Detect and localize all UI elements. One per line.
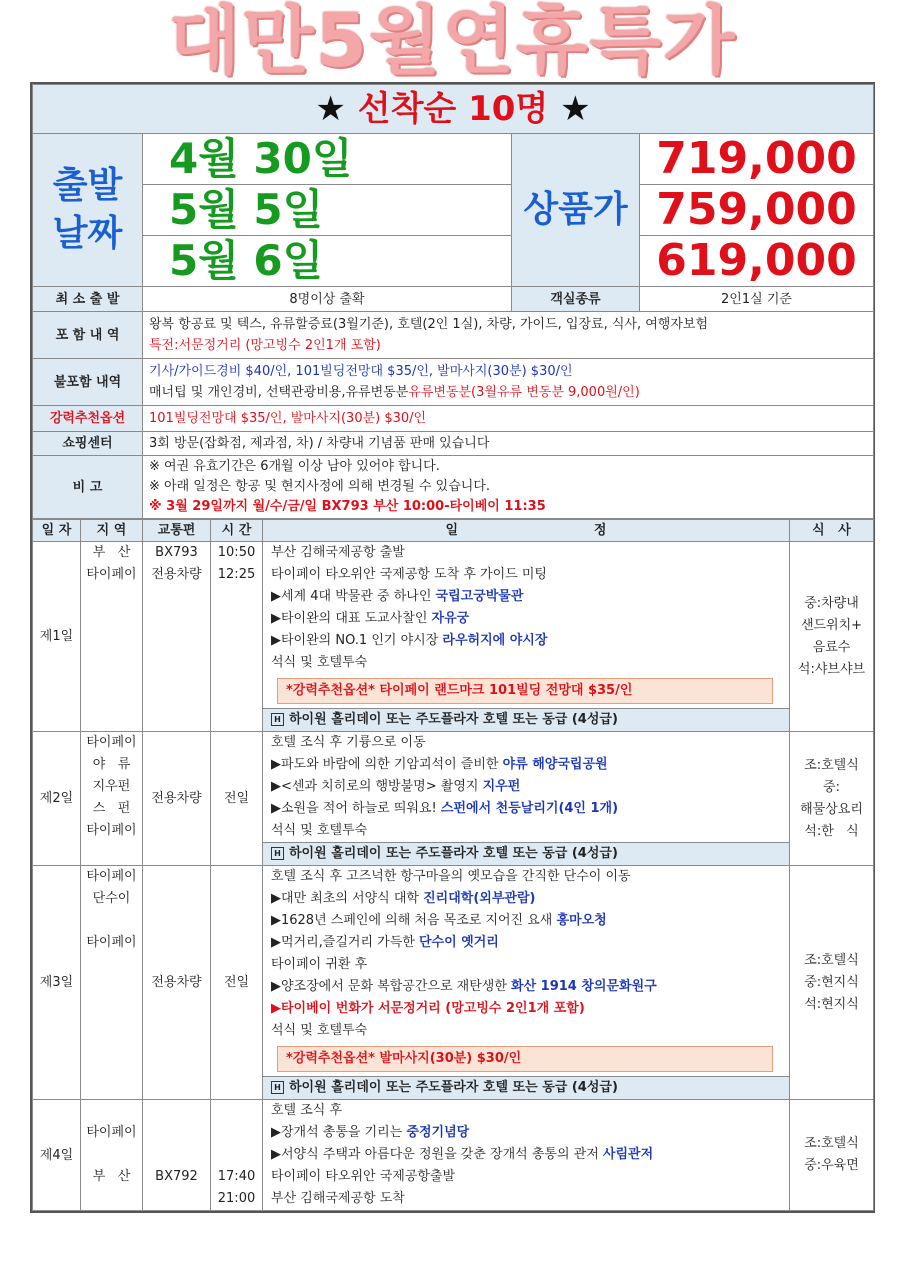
col-day: 일 자 — [33, 520, 81, 542]
day-3-option-box: *강력추천옵션* 발마사지(30분) $30/인 — [277, 1046, 773, 1072]
day-1-line-3 — [271, 586, 785, 608]
day-4-region — [81, 1100, 143, 1211]
day-4-time-2: 21:00 — [217, 1191, 256, 1206]
col-transport: 교통편 — [143, 520, 211, 542]
exclude-value — [143, 359, 874, 406]
include-line-1: 왕복 항공료 및 텍스, 유류할증료(3월기준), 호텔(2인 1실), 차량, 가이드, 입장료, 식사, 여행자보험 — [149, 317, 709, 332]
day-4-meal — [790, 1100, 874, 1211]
day-3-line-4a: ▶먹거리,즐길거리 가득한 — [271, 935, 419, 950]
day-1-meal-3: 음료수 — [812, 639, 851, 655]
departure-label-line2: 날짜 — [52, 213, 123, 254]
min-departure-label: 최 소 출 발 — [33, 287, 143, 312]
day-4-line-3a: ▶서양식 주택과 아름다운 정원을 갖춘 장개석 총통의 관저 — [271, 1147, 603, 1162]
day-4-itinerary — [263, 1100, 790, 1211]
day-1-itinerary — [263, 542, 790, 732]
day-3-region-2: 단수이 — [92, 891, 131, 906]
day-3-meal-3: 석:현지식 — [804, 996, 859, 1012]
day-3-line-1: 호텔 조식 후 고즈넉한 항구마을의 옛모습을 간직한 단수이 이동 — [271, 869, 631, 884]
departure-date-2: 5월 5일 — [143, 185, 512, 236]
recommend-value: 101빌딩전망대 $35/인, 발마사지(30분) $30/인 — [143, 406, 874, 432]
day-1-meal — [790, 542, 874, 732]
summary-table — [32, 84, 874, 519]
hotel-icon: H — [271, 847, 284, 860]
day-1-option-box: *강력추천옵션* 타이페이 랜드마크 101빌딩 전망대 $35/인 — [277, 678, 773, 704]
day-4-line-3b: 사림관저 — [602, 1147, 654, 1162]
hotel-icon: H — [271, 1081, 284, 1094]
day-2-meal-2: 중: — [823, 779, 840, 795]
day-3-meal — [790, 866, 874, 1100]
day-1-line-6: 석식 및 호텔투숙 — [271, 655, 368, 670]
day-2-line-2a: ▶파도와 바람에 의한 기암괴석이 즐비한 — [271, 757, 503, 772]
day-1-region-2: 타이페이 — [86, 567, 137, 582]
day-3-line-5: 타이페이 귀환 후 — [271, 957, 368, 972]
day-1-time-1: 10:50 — [217, 545, 256, 560]
remarks-label: 비 고 — [33, 456, 143, 519]
day-3-meal-1: 조:호텔식 — [804, 952, 859, 968]
remarks-value — [143, 456, 874, 519]
day-3-line-3 — [271, 910, 785, 932]
day-2-meal — [790, 732, 874, 866]
day-3-line-2 — [271, 888, 785, 910]
day-2-itinerary — [263, 732, 790, 866]
day-4-region-1: 타이페이 — [86, 1125, 137, 1140]
day-4-meal-2: 중:우육면 — [804, 1158, 859, 1173]
include-value — [143, 312, 874, 359]
day-2-label: 제2일 — [33, 732, 81, 866]
day-4-meal-1: 조:호텔식 — [804, 1136, 859, 1151]
day-3-line-6a: ▶양조장에서 문화 복합공간으로 재탄생한 — [271, 979, 512, 994]
day-3-line-8: 석식 및 호텔투숙 — [271, 1023, 368, 1038]
day-1-transport-2: 전용차량 — [151, 567, 202, 582]
day-2-line-3a: ▶<센과 치히로의 행방불명> 촬영지 — [271, 779, 483, 794]
day-1-line-1: 부산 김해국제공항 출발 — [271, 545, 405, 560]
day-4-transport-text: BX792 — [155, 1169, 198, 1184]
day-2-line-3 — [271, 776, 785, 798]
day-3-label: 제3일 — [33, 866, 81, 1100]
remark-2: ※ 아래 일정은 항공 및 현지사정에 의해 변경될 수 있습니다. — [149, 479, 491, 494]
day-3-region-3: 타이페이 — [86, 935, 137, 950]
schedule-table — [32, 519, 874, 1211]
day-1-transport-1: BX793 — [155, 545, 198, 560]
day-3-hotel — [263, 1076, 789, 1099]
exclude-line-2 — [149, 382, 867, 403]
departure-date-3: 5월 6일 — [143, 236, 512, 287]
exclude-line-2a: 매너팁 및 개인경비, 선택관광비용,유류변동분 — [149, 385, 409, 400]
exclude-line-2b: 유류변동분(3월유류 변동분 9,000원/인) — [408, 385, 640, 400]
day-3-line-2a: ▶대만 최초의 서양식 대학 — [271, 891, 424, 906]
exclude-label: 불포함 내역 — [33, 359, 143, 406]
day-4-time-1: 17:40 — [217, 1169, 256, 1184]
day-2-region-3: 지우펀 — [92, 779, 131, 794]
day-4-region-spacer-top — [81, 1111, 142, 1122]
day-4-region-spacer-bottom — [81, 1188, 142, 1199]
day-3-line-3a: ▶1628년 스페인에 의해 처음 목조로 지어진 요새 — [271, 913, 557, 928]
day-4-transport-spacer — [143, 1188, 210, 1210]
day-4-line-2a: ▶장개석 총통을 기리는 — [271, 1125, 407, 1140]
day-4-region-2: 부 산 — [92, 1169, 131, 1184]
day-1-line-4 — [271, 608, 785, 630]
day-3-region-1: 타이페이 — [86, 869, 137, 884]
price-3: 619,000 — [640, 236, 874, 287]
exclude-line-1: 기사/가이드경비 $40/인, 101빌딩전망대 $35/인, 발마사지(30분) $30/인 — [149, 364, 573, 379]
day-2-region-1: 타이페이 — [86, 735, 137, 750]
day-2-line-4b: 스펀에서 천등날리기(4인 1개) — [440, 801, 619, 816]
day-2-meal-1: 조:호텔식 — [804, 757, 859, 773]
day-1-meal-2: 샌드위치+ — [800, 617, 863, 633]
day-2-line-1: 호텔 조식 후 기륭으로 이동 — [271, 735, 426, 750]
day-1-line-5b: 라우허지에 야시장 — [442, 633, 548, 648]
day-1-line-3a: ▶세계 4대 박물관 중 하나인 — [271, 589, 436, 604]
day-2-row — [33, 732, 874, 866]
day-1-line-4a: ▶타이완의 대표 도교사찰인 — [271, 611, 432, 626]
recommend-label: 강력추천옵션 — [33, 406, 143, 432]
product-sheet — [30, 82, 875, 1213]
day-2-hotel-text: 하이원 홀리데이 또는 주도플라자 호텔 또는 동급 (4성급) — [289, 846, 618, 861]
day-4-line-1: 호텔 조식 후 — [271, 1103, 343, 1118]
day-3-line-6b: 화산 1914 창의문화원구 — [511, 979, 657, 994]
shopping-label: 쇼핑센터 — [33, 432, 143, 456]
day-2-line-5: 석식 및 호텔투숙 — [271, 823, 368, 838]
day-4-region-spacer — [81, 1144, 142, 1166]
day-2-line-2b: 야류 해양국립공원 — [502, 757, 608, 772]
day-4-line-4: 타이페이 타오위안 국제공항출발 — [271, 1169, 456, 1184]
day-2-hotel — [263, 842, 789, 865]
col-itinerary: 일 정 — [263, 520, 790, 542]
day-2-transport: 전용차량 — [143, 732, 211, 866]
day-2-line-3b: 지우펀 — [482, 779, 521, 794]
day-3-line-7: ▶타이베이 번화가 서문정거리 (망고빙수 2인1개 포함) — [271, 1001, 585, 1016]
day-1-row — [33, 542, 874, 732]
day-3-line-2b: 진리대학(외부관람) — [423, 891, 536, 906]
day-2-region-5: 타이페이 — [86, 823, 137, 838]
day-3-line-4b: 단수이 옛거리 — [418, 935, 499, 950]
day-4-line-3 — [271, 1144, 785, 1166]
remark-1: ※ 여권 유효기간은 6개월 이상 남아 있어야 합니다. — [149, 459, 440, 474]
day-4-time — [211, 1100, 263, 1211]
day-3-region-spacer — [81, 910, 142, 932]
day-3-line-4 — [271, 932, 785, 954]
day-4-row — [33, 1100, 874, 1211]
day-1-time — [211, 542, 263, 732]
day-3-time: 전일 — [211, 866, 263, 1100]
day-4-label: 제4일 — [33, 1100, 81, 1211]
day-1-time-2: 12:25 — [217, 567, 256, 582]
day-4-line-2b: 중정기념당 — [406, 1125, 470, 1140]
banner-title: 대만5월연휴특가 — [168, 0, 737, 84]
day-2-line-4 — [271, 798, 785, 820]
day-1-transport — [143, 542, 211, 732]
day-1-meal-4: 석:샤브샤브 — [797, 661, 866, 677]
day-1-line-4b: 자유궁 — [431, 611, 470, 626]
day-1-region-1: 부 산 — [92, 545, 131, 560]
day-1-hotel-text: 하이원 홀리데이 또는 주도플라자 호텔 또는 동급 (4성급) — [289, 712, 618, 727]
departure-label — [33, 134, 143, 287]
departure-label-line1: 출발 — [52, 165, 123, 206]
day-3-line-3b: 홍마오청 — [556, 913, 607, 928]
day-2-meal-4: 석:한 식 — [804, 823, 859, 839]
day-2-region-4: 스 펀 — [92, 801, 131, 816]
room-type-label: 객실종류 — [512, 287, 640, 312]
star-right-icon: ★ — [560, 88, 591, 129]
day-1-meal-1: 중:차량내 — [804, 595, 859, 611]
min-departure-value: 8명이상 출확 — [143, 287, 512, 312]
day-3-line-6 — [271, 976, 785, 998]
col-region: 지 역 — [81, 520, 143, 542]
departure-date-1: 4월 30일 — [143, 134, 512, 185]
price-1: 719,000 — [640, 134, 874, 185]
day-3-row — [33, 866, 874, 1100]
day-2-region-2: 야 류 — [92, 757, 131, 772]
remark-3: ※ 3월 29일까지 월/수/금/일 BX793 부산 10:00-타이베이 11:35 — [149, 499, 546, 514]
col-time: 시 간 — [211, 520, 263, 542]
include-label: 포 함 내 역 — [33, 312, 143, 359]
shopping-value: 3회 방문(잡화점, 제과점, 차) / 차량내 기념품 판매 있습니다 — [143, 432, 874, 456]
day-1-line-5a: ▶타이완의 NO.1 인기 야시장 — [271, 633, 443, 648]
day-1-region — [81, 542, 143, 732]
title-banner — [0, 0, 905, 82]
day-3-transport: 전용차량 — [143, 866, 211, 1100]
price-2: 759,000 — [640, 185, 874, 236]
include-line-2: 특전:서문정거리 (망고빙수 2인1개 포함) — [149, 338, 381, 353]
day-3-itinerary — [263, 866, 790, 1100]
day-2-line-4a: ▶소원을 적어 하늘로 띄워요! — [271, 801, 441, 816]
day-2-line-2 — [271, 754, 785, 776]
col-meal: 식 사 — [790, 520, 874, 542]
first-come-text: 선착순 10명 — [357, 88, 549, 129]
day-4-line-2 — [271, 1122, 785, 1144]
day-1-hotel — [263, 708, 789, 731]
day-2-region — [81, 732, 143, 866]
room-type-value: 2인1실 기준 — [640, 287, 874, 312]
day-4-transport — [143, 1100, 211, 1211]
day-2-meal-3: 해물상요리 — [800, 801, 863, 817]
price-label: 상품가 — [512, 134, 640, 287]
day-3-region — [81, 866, 143, 1100]
day-3-hotel-text: 하이원 홀리데이 또는 주도플라자 호텔 또는 동급 (4성급) — [289, 1080, 618, 1095]
day-3-meal-2: 중:현지식 — [804, 974, 859, 990]
day-4-line-5: 부산 김해국제공항 도착 — [271, 1191, 405, 1206]
first-come-header — [33, 85, 874, 134]
star-left-icon: ★ — [315, 88, 346, 129]
day-1-label: 제1일 — [33, 542, 81, 732]
day-1-line-5 — [271, 630, 785, 652]
day-2-time: 전일 — [211, 732, 263, 866]
day-1-line-3b: 국립고궁박물관 — [435, 589, 524, 604]
day-1-line-2: 타이페이 타오위안 국제공항 도착 후 가이드 미팅 — [271, 567, 547, 582]
hotel-icon: H — [271, 713, 284, 726]
